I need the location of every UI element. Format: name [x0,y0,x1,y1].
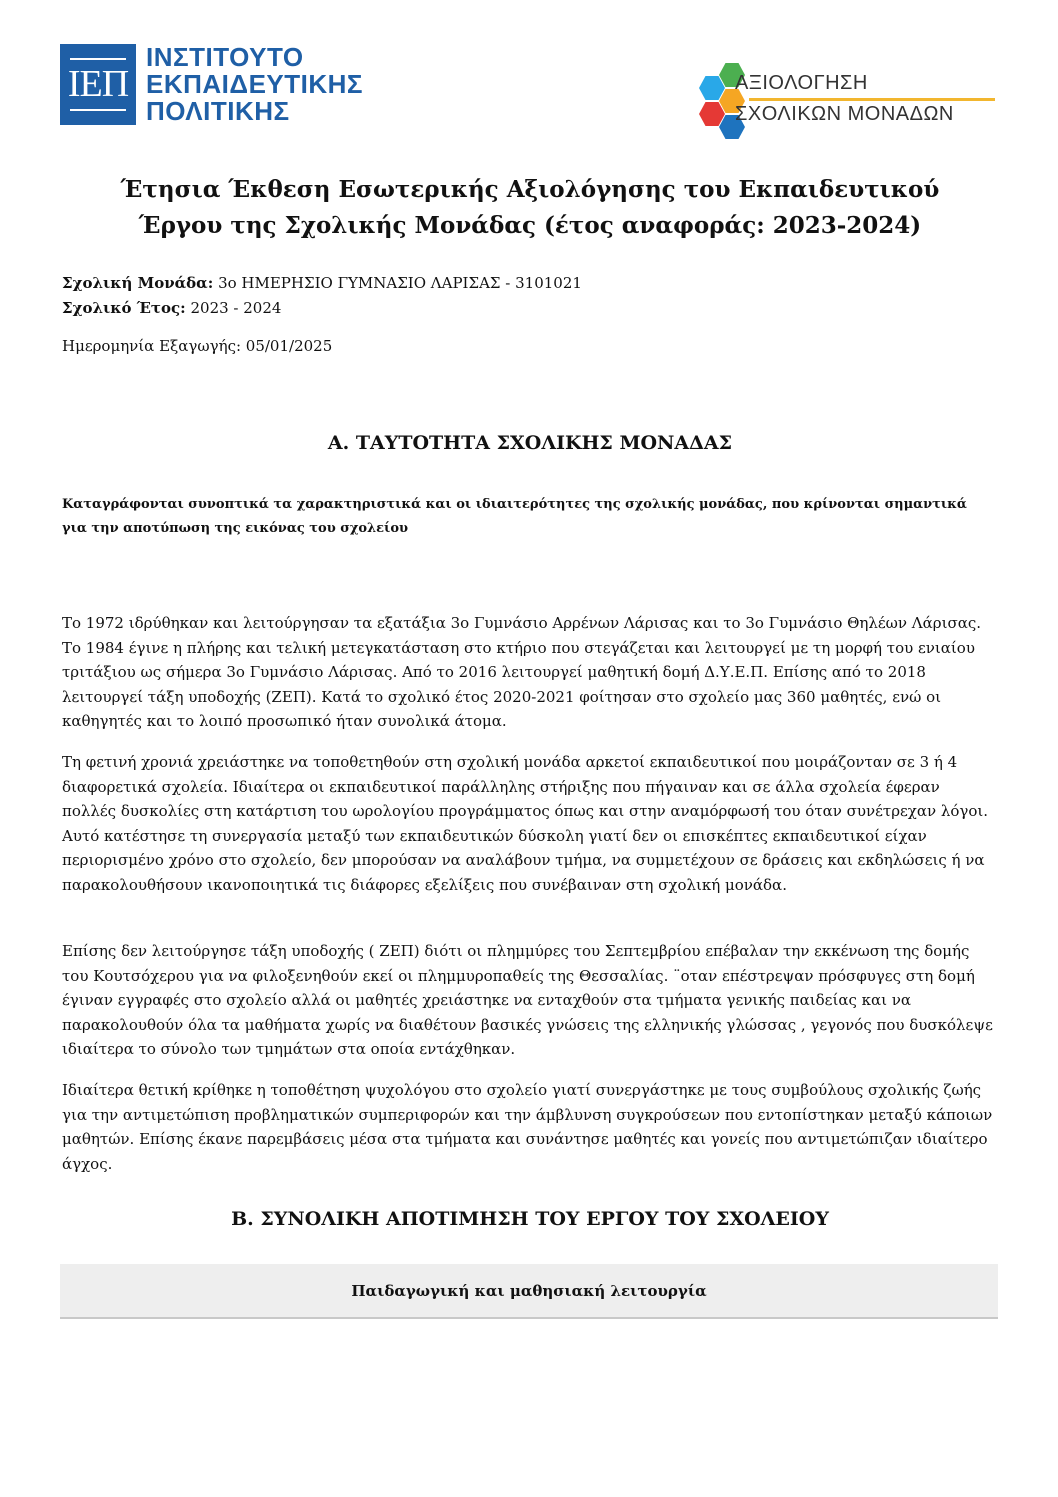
school-year-row [62,296,582,321]
hexagon-icon [699,76,725,100]
school-year-label: Σχολικό Έτος: [62,299,186,317]
report-title-line: Έργου της Σχολικής Μονάδας (έτος αναφοράς: 2023-2024) [138,212,922,239]
iep-name-line: ΙΝΣΤΙΤΟΥΤΟ [146,42,304,72]
section-a-subtitle: Καταγράφονται συνοπτικά τα χαρακτηριστικά και οι ιδιαιτερότητες της σχολικής μονάδας, που κρίνονται σημαντικά για την αποτύπωση της εικόνας του σχολείου [62,497,967,536]
iep-name [146,44,363,125]
paragraph: Επίσης δεν λειτούργησε τάξη υποδοχής ( ΖΕΠ) διότι οι πλημμύρες του Σεπτεμβρίου επέβαλαν την εκκένωση της δομής του Κουτσόχερου για να φιλοξενηθούν εκεί οι πλημμυροπαθείς της Θεσσαλίας. ¨οταν επέστρεψαν πρόσφυγες στη δομή έγιναν εγγραφές στο σχολείο αλλά οι μαθητές χρειάστηκε να ενταχθούν στα τμήματα γενικής παιδείας και να παρακολουθούν όλα τα μαθήματα χωρίς να διαθέτουν βασικές γνώσεις της ελληνικής γλώσσας , γεγονός που δυσκόλεψε ιδιαίτερα το σύνολο των τμημάτων στα οποία εντάχθηκαν. [62,942,993,1058]
section-a-heading: Α. ΤΑΥΤΟΤΗΤΑ ΣΧΟΛΙΚΗΣ ΜΟΝΑΔΑΣ [327,432,733,454]
paragraph: Το 1972 ιδρύθηκαν και λειτούργησαν τα εξατάξια 3ο Γυμνάσιο Αρρένων Λάρισας και το 3ο Γυμνάσιο Θηλέων Λάρισας. Το 1984 έγινε η πλήρης και τελική μετεγκατάσταση στο κτήριο που στεγάζεται και λειτουργεί με τη μορφή του ενιαίου τριτάξιου ως σήμερα 3ο Γυμνάσιο Λάρισας. Από το 2016 λειτουργεί μαθητική δομή Δ.Υ.Ε.Π. Επίσης από το 2018 λειτουργεί τάξη υποδοχής (ΖΕΠ). Κατά το σχολικό έτος 2020-2021 φοίτησαν στο σχολείο μας 360 μαθητές, ενώ οι καθηγητές και το λοιπό προσωπικό ήταν συνολικά άτομα. [62,614,981,730]
evaluation-logo-line: ΑΞΙΟΛΟΓΗΣΗ [735,72,868,94]
accent-line [749,98,995,101]
school-unit-row [62,271,582,296]
iep-monogram-icon [60,44,136,125]
table-header [60,1264,998,1319]
iep-name-line: ΠΟΛΙΤΙΚΗΣ [146,96,290,126]
report-title [60,172,1000,244]
section-b-heading: Β. ΣΥΝΟΛΙΚΗ ΑΠΟΤΙΜΗΣΗ ΤΟΥ ΕΡΓΟΥ ΤΟΥ ΣΧΟΛΕΙΟΥ [231,1208,829,1230]
school-unit-value: 3ο ΗΜΕΡΗΣΙΟ ΓΥΜΝΑΣΙΟ ΛΑΡΙΣΑΣ - 3101021 [218,274,582,292]
evaluation-logo-line: ΣΧΟΛΙΚΩΝ ΜΟΝΑΔΩΝ [735,103,954,125]
evaluation-logo [697,58,997,140]
iep-name-line: ΕΚΠΑΙΔΕΥΤΙΚΗΣ [146,69,364,99]
report-meta [62,271,582,359]
iep-logo [60,44,363,125]
hexagon-icon [699,102,725,126]
paragraph: Ιδιαίτερα θετική κρίθηκε η τοποθέτηση ψυχολόγου στο σχολείο γιατί συνεργάστηκε με τους συμβούλους σχολικής ζωής για την αντιμετώπιση προβληματικών συμπεριφορών και την άμβλυνση συγκρούσεων που εντοπίστηκαν μεταξύ κάποιων μαθητών. Επίσης έκανε παρεμβάσεις μέσα στα τμήματα και συνάντησε μαθητές και γονείς που αντιμετώπιζαν ιδιαίτερο άγχος. [62,1081,993,1173]
school-year-value: 2023 - 2024 [190,299,282,317]
export-date: Ημερομηνία Εξαγωγής: 05/01/2025 [62,337,333,355]
paragraph: Τη φετινή χρονιά χρειάστηκε να τοποθετηθούν στη σχολική μονάδα αρκετοί εκπαιδευτικοί που μοιράζονταν σε 3 ή 4 διαφορετικά σχολεία. Ιδιαίτερα οι εκπαιδευτικοί παράλληλης στήριξης που πήγαιναν και σε άλλα σχολεία έφεραν πολλές δυσκολίες στη κατάρτιση του ωρολογίου προγράμματος όπως και στην αναμόρφωσή του όταν συνέτρεχαν λόγοι. Αυτό κατέστησε τη συνεργασία μεταξύ των εκπαιδευτικών δύσκολη γιατί δεν οι επισκέπτες εκπαιδευτικοί είχαν περιορισμένο χρόνο στο σχολείο, δεν μπορούσαν να αναλάβουν τμήμα, να συμμετέχουν σε δράσεις και εκδηλώσεις ή να παρακολουθήσουν ικανοποιητικά τις διάφορες εξελίξεις που συνέβαιναν στη σχολική μονάδα. [62,753,989,894]
report-title-line: Έτησια Έκθεση Εσωτερικής Αξιολόγησης του Εκπαιδευτικού [120,176,940,203]
school-unit-label: Σχολική Μονάδα: [62,274,214,292]
iep-monogram: ΙΕΠ [67,63,129,105]
table-header-label: Παιδαγωγική και μαθησιακή λειτουργία [351,1281,707,1300]
